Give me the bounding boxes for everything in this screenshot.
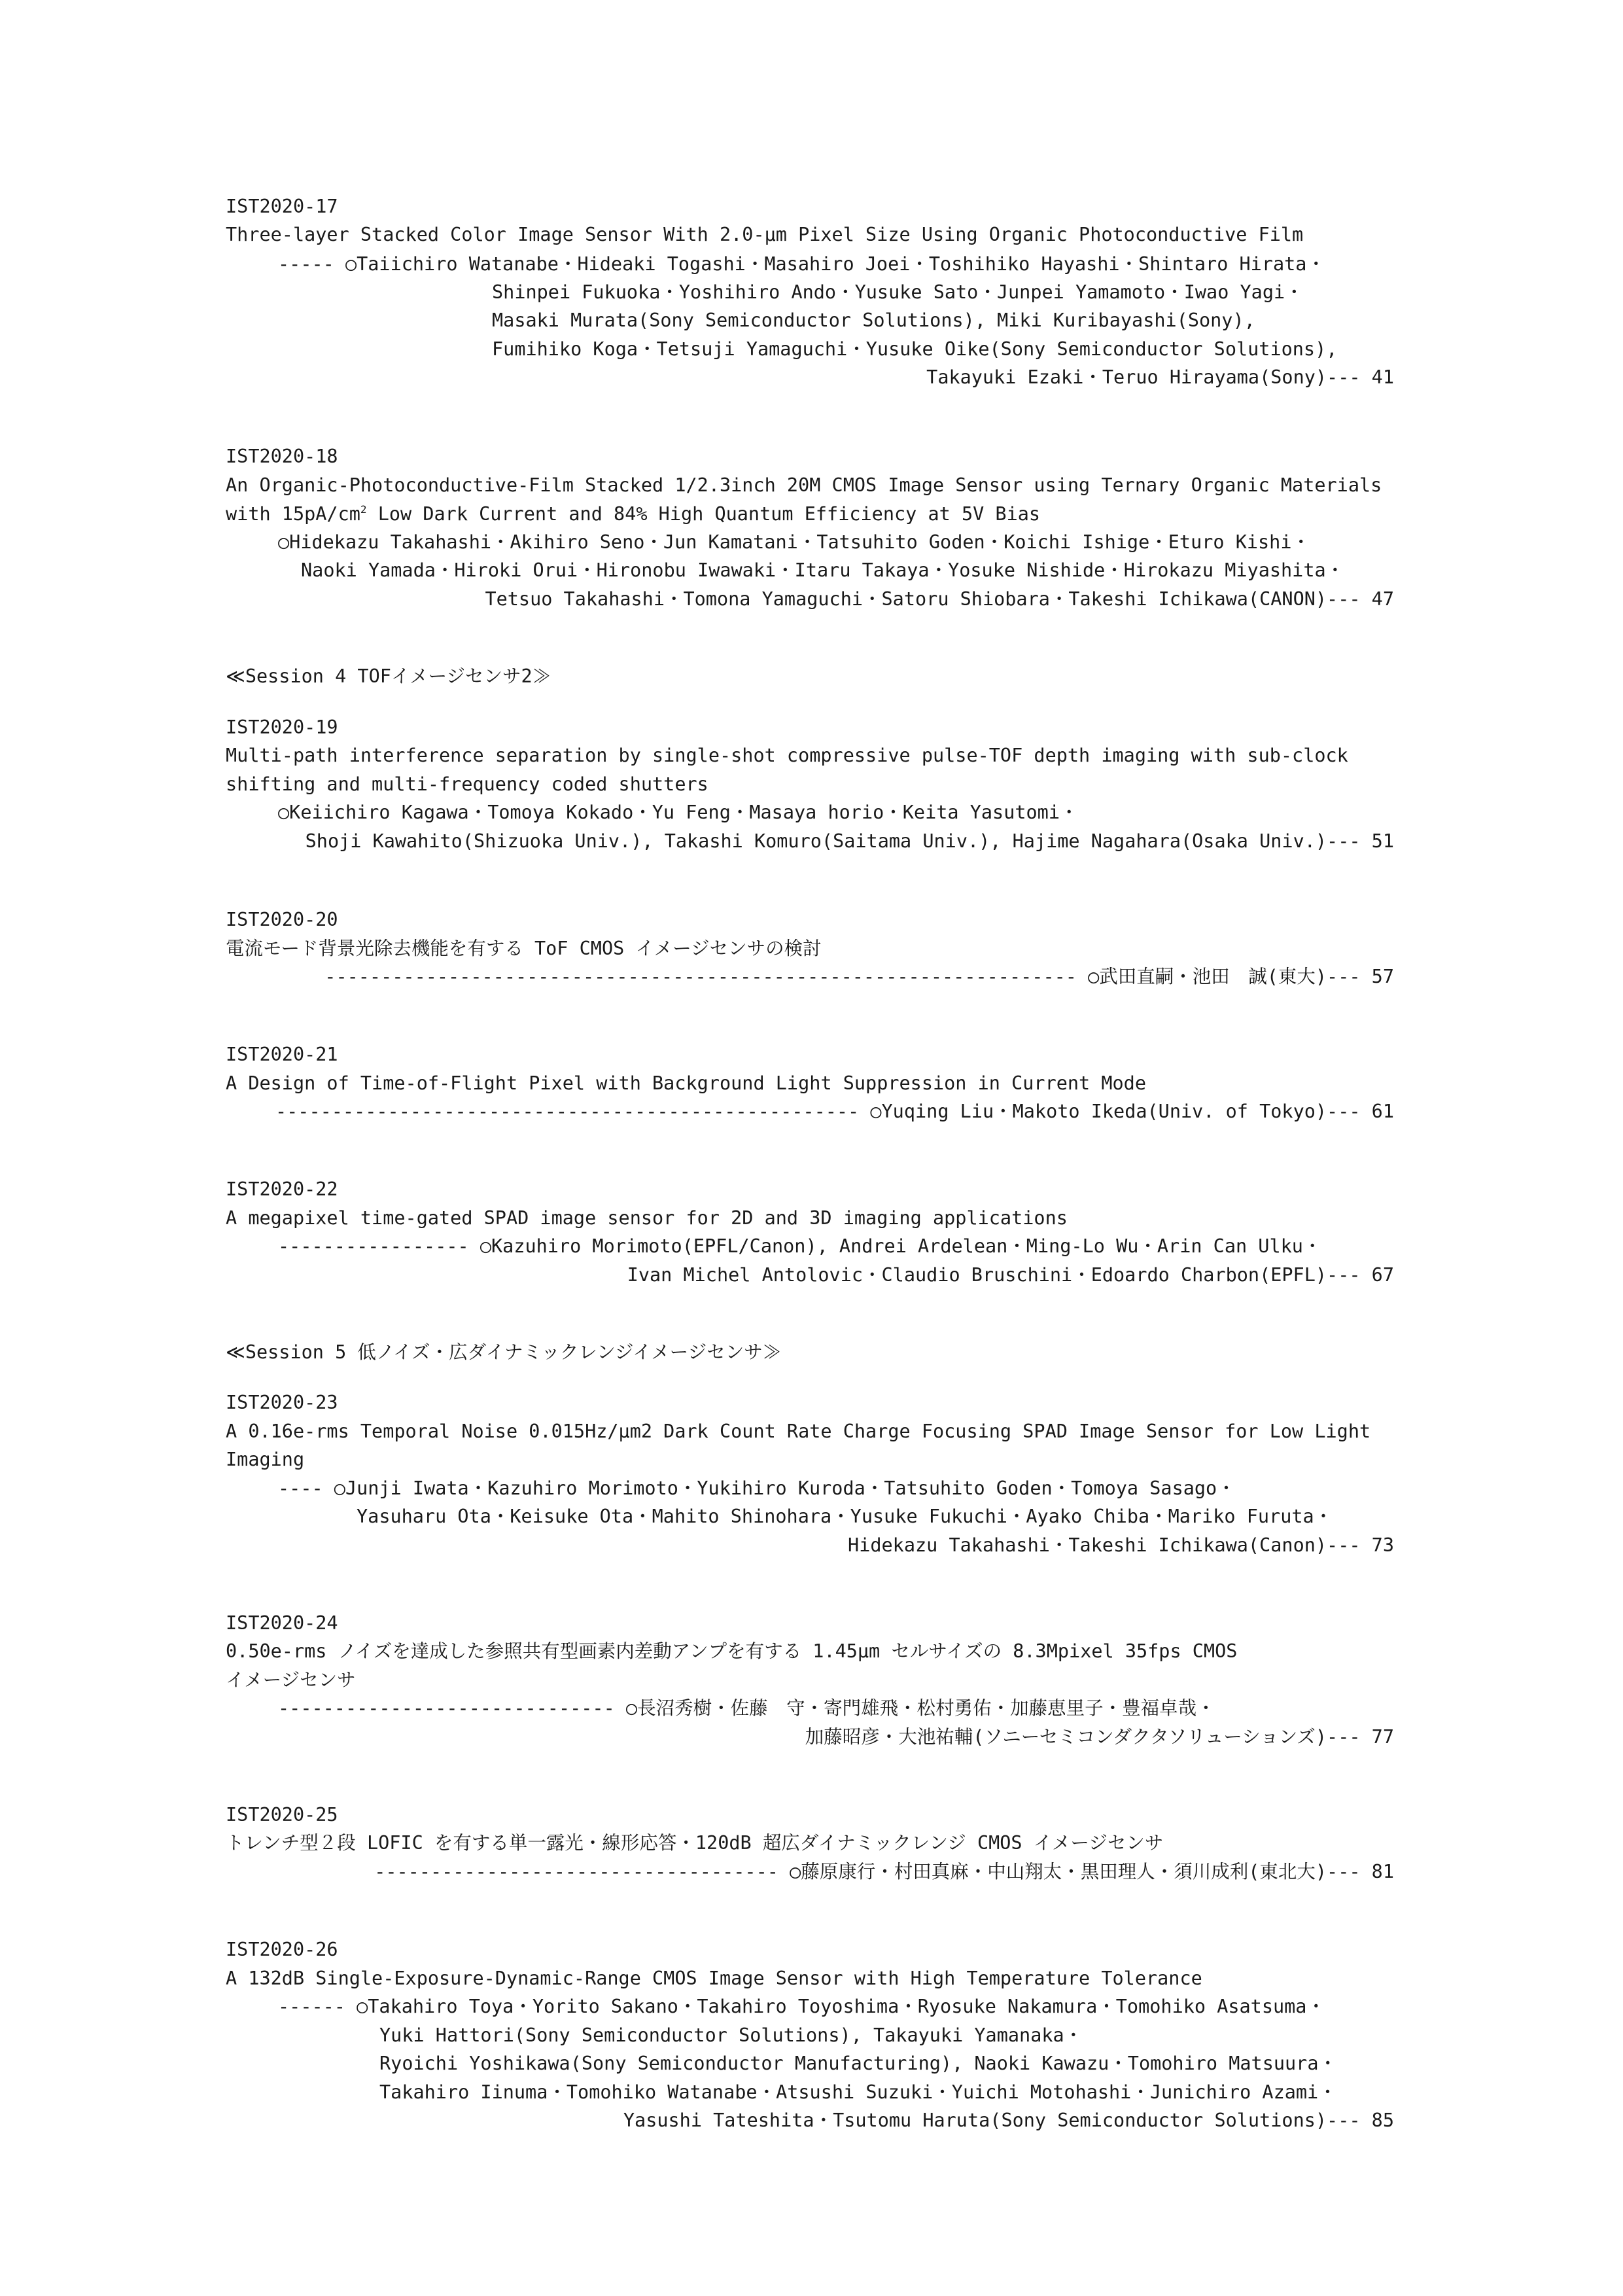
paper-authors: Takahiro Iinuma・Tomohiko Watanabe・Atsushi Suzuki・Yuichi Motohashi・Junichiro Azami・	[379, 2081, 1337, 2103]
paper-authors: Naoki Yamada・Hiroki Orui・Hironobu Iwawaki・Itaru Takaya・Yosuke Nishide・Hirokazu Miyashita・	[301, 559, 1345, 581]
paper-title: イメージセンサ	[226, 1669, 356, 1691]
paper-authors-page: ------------------------------------ ○藤原康行・村田真麻・中山翔太・黒田理人・須川成利(東北大)--- 81	[374, 1861, 1394, 1882]
paper-authors: ------------------------------ ○長沼秀樹・佐藤 守・寄門雄飛・松村勇佑・加藤恵里子・豊福卓哉・	[278, 1697, 1215, 1719]
paper-title: 0.50e-rms ノイズを達成した参照共有型画素内差動アンプを有する 1.45μm セルサイズの 8.3Mpixel 35fps CMOS	[226, 1640, 1238, 1662]
paper-authors-page: Takayuki Ezaki・Teruo Hirayama(Sony)--- 41	[926, 366, 1394, 388]
paper-authors: ○Keiichiro Kagawa・Tomoya Kokado・Yu Feng・Masaya horio・Keita Yasutomi・	[278, 802, 1079, 823]
paper-authors: Yuki Hattori(Sony Semiconductor Solutions), Takayuki Yamanaka・	[379, 2024, 1083, 2046]
paper-authors: Yasuharu Ota・Keisuke Ota・Mahito Shinohara・Yusuke Fukuchi・Ayako Chiba・Mariko Furuta・	[357, 1506, 1333, 1527]
paper-id: IST2020-26	[226, 1939, 338, 1960]
session-heading: ≪Session 4 TOFイメージセンサ2≫	[226, 665, 551, 687]
paper-id: IST2020-18	[226, 446, 338, 467]
paper-authors-page: Shoji Kawahito(Shizuoka Univ.), Takashi Komuro(Saitama Univ.), Hajime Nagahara(Osaka Univ.)--- 51	[305, 830, 1394, 852]
paper-authors-page: Yasushi Tateshita・Tsutomu Haruta(Sony Semiconductor Solutions)--- 85	[623, 2110, 1394, 2131]
paper-title: shifting and multi-frequency coded shutters	[226, 773, 708, 795]
paper-id: IST2020-23	[226, 1392, 338, 1413]
paper-authors-page: Hidekazu Takahashi・Takeshi Ichikawa(Canon)--- 73	[848, 1534, 1394, 1556]
paper-id: IST2020-21	[226, 1044, 338, 1065]
session-heading: ≪Session 5 低ノイズ・広ダイナミックレンジイメージセンサ≫	[226, 1341, 782, 1363]
paper-authors: ---- ○Junji Iwata・Kazuhiro Morimoto・Yukihiro Kuroda・Tatsuhito Goden・Tomoya Sasago・	[278, 1477, 1236, 1499]
paper-title: Multi-path interference separation by single-shot compressive pulse-TOF depth imaging with sub-clock	[226, 745, 1348, 766]
paper-authors: ----- ○Taiichiro Watanabe・Hideaki Togashi・Masahiro Joei・Toshihiko Hayashi・Shintaro Hirata・	[278, 253, 1325, 275]
paper-title: 電流モード背景光除去機能を有する ToF CMOS イメージセンサの検討	[226, 938, 822, 959]
paper-title: A megapixel time-gated SPAD image sensor for 2D and 3D imaging applications	[226, 1207, 1068, 1229]
paper-title: with $15pA/cm^2$ Low Dark Current and 84% High Quantum Efficiency at 5V Bias	[226, 503, 1041, 525]
paper-title: Imaging	[226, 1449, 305, 1470]
paper-title: Three-layer Stacked Color Image Sensor With 2.0-μm Pixel Size Using Organic Photoconductive Film	[226, 224, 1304, 245]
paper-title: A 132dB Single-Exposure-Dynamic-Range CMOS Image Sensor with High Temperature Tolerance	[226, 1968, 1202, 1989]
paper-authors: ----------------- ○Kazuhiro Morimoto(EPFL/Canon), Andrei Ardelean・Ming-Lo Wu・Arin Can Ulku・	[278, 1235, 1322, 1257]
paper-id: IST2020-24	[226, 1612, 338, 1634]
paper-authors: Masaki Murata(Sony Semiconductor Solutions), Miki Kuribayashi(Sony),	[492, 309, 1255, 331]
paper-authors: ○Hidekazu Takahashi・Akihiro Seno・Jun Kamatani・Tatsuhito Goden・Koichi Ishige・Eturo Kishi・	[278, 531, 1310, 553]
paper-authors: Ryoichi Yoshikawa(Sony Semiconductor Manufacturing), Naoki Kawazu・Tomohiro Matsuura・	[379, 2053, 1337, 2074]
paper-id: IST2020-22	[226, 1178, 338, 1200]
paper-id: IST2020-17	[226, 196, 338, 217]
paper-authors-page: Tetsuo Takahashi・Tomona Yamaguchi・Satoru Shiobara・Takeshi Ichikawa(CANON)--- 47	[485, 588, 1394, 610]
paper-id: IST2020-25	[226, 1804, 338, 1826]
paper-authors: ------ ○Takahiro Toya・Yorito Sakano・Takahiro Toyoshima・Ryosuke Nakamura・Tomohiko Asatsuma・	[278, 1996, 1325, 2017]
paper-authors-page: 加藤昭彦・大池祐輔(ソニーセミコンダクタソリューションズ)--- 77	[805, 1726, 1394, 1748]
paper-title: A Design of Time-of-Flight Pixel with Background Light Suppression in Current Mode	[226, 1072, 1146, 1094]
paper-id: IST2020-19	[226, 716, 338, 738]
paper-title: トレンチ型２段 LOFIC を有する単一露光・線形応答・120dB 超広ダイナミックレンジ CMOS イメージセンサ	[226, 1832, 1164, 1854]
paper-title: A 0.16e-rms Temporal Noise 0.015Hz/μm2 Dark Count Rate Charge Focusing SPAD Image Sensor for Low Light	[226, 1421, 1371, 1442]
paper-authors: Fumihiko Koga・Tetsuji Yamaguchi・Yusuke Oike(Sony Semiconductor Solutions),	[492, 338, 1338, 360]
paper-title: An Organic-Photoconductive-Film Stacked 1/2.3inch 20M CMOS Image Sensor using Ternary Organic Materials	[226, 474, 1382, 496]
paper-authors-page: ------------------------------------------------------------------- ○武田直嗣・池田 誠(東大)--- 57	[324, 966, 1394, 987]
paper-id: IST2020-20	[226, 909, 338, 930]
paper-authors: Shinpei Fukuoka・Yoshihiro Ando・Yusuke Sato・Junpei Yamamoto・Iwao Yagi・	[492, 281, 1304, 303]
paper-authors-page: ---------------------------------------------------- ○Yuqing Liu・Makoto Ikeda(Univ. of Tokyo)--- 61	[275, 1101, 1394, 1122]
paper-authors-page: Ivan Michel Antolovic・Claudio Bruschini・Edoardo Charbon(EPFL)--- 67	[627, 1264, 1394, 1286]
